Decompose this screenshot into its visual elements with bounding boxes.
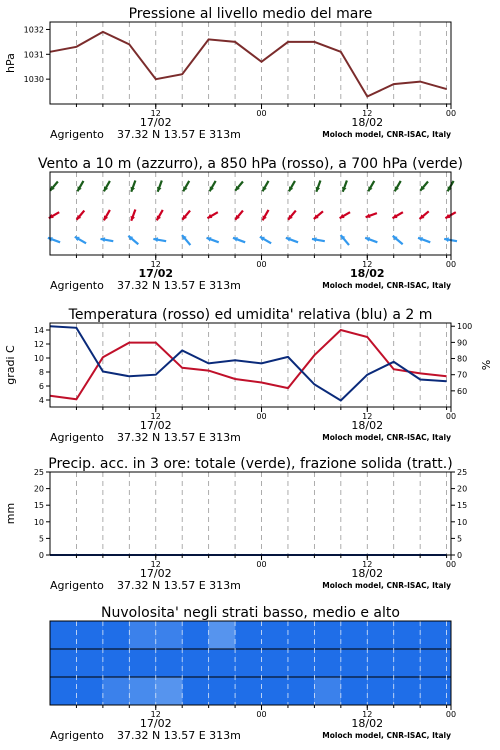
pressure-date-label: 18/02 xyxy=(351,116,384,129)
temperature-panel xyxy=(4,307,493,444)
cloud-cell-basso xyxy=(420,677,446,705)
pressure-tick-label: 00 xyxy=(256,109,267,118)
cloud-cell-medio xyxy=(209,649,235,677)
cloud-cell-medio xyxy=(50,649,76,677)
precip-tick-label: 00 xyxy=(445,560,457,569)
pressure-model-credit: Moloch model, CNR-ISAC, Italy xyxy=(322,130,451,139)
cloud-cell-medio xyxy=(420,649,446,677)
wind-panel xyxy=(38,156,463,292)
cloud-cell-alto xyxy=(182,621,208,649)
temperature-series-line xyxy=(50,326,447,400)
wind-tick-label: 00 xyxy=(445,260,457,269)
precip-location-name: Agrigento xyxy=(50,579,104,592)
wind-location-name: Agrigento xyxy=(50,279,104,292)
pressure-location-name: Agrigento xyxy=(50,128,104,141)
cloud-cell-medio xyxy=(262,649,288,677)
temperature-ytick-label: 4 xyxy=(38,396,44,405)
precip-title: Precip. acc. in 3 ore: totale (verde), frazione solida (tratt.) xyxy=(48,456,453,472)
wind-date-label: 18/02 xyxy=(349,267,385,280)
cloud-cell-basso xyxy=(367,677,393,705)
temperature-ylabel: gradi C xyxy=(4,345,17,385)
cloud-cell-medio xyxy=(235,649,261,677)
cloud-cell-alto xyxy=(341,621,367,649)
cloud-cell-basso xyxy=(182,677,208,705)
precip-ytick-label-right: 15 xyxy=(457,501,468,511)
cloud-cell-alto xyxy=(394,621,420,649)
temperature-location-coords: 37.32 N 13.57 E 313m xyxy=(117,431,241,444)
precip-ytick-label: 5 xyxy=(38,534,44,544)
precip-tick-label: 00 xyxy=(256,560,267,569)
pressure-ytick-label: 1031 xyxy=(23,50,44,60)
cloud-cell-medio xyxy=(182,649,208,677)
pressure-ytick-label: 1030 xyxy=(23,75,44,85)
precip-ytick-label-right: 5 xyxy=(457,534,463,544)
cloud-cell-basso xyxy=(129,677,155,705)
wind-plot-frame xyxy=(50,172,451,255)
wind-tick-label: 12 xyxy=(150,260,161,269)
cloud-cell-basso xyxy=(235,677,261,705)
temperature-ytick-label-right: 60 xyxy=(457,386,468,396)
cloud-cell-basso xyxy=(394,677,420,705)
precip-model-credit: Moloch model, CNR-ISAC, Italy xyxy=(322,581,451,590)
clouds-title: Nuvolosita' negli strati basso, medio e alto xyxy=(101,605,400,621)
pressure-ytick-label: 1032 xyxy=(23,25,44,35)
temperature-ytick-label: 14 xyxy=(33,326,44,335)
precip-ytick-label-right: 20 xyxy=(457,484,468,494)
cloud-cell-medio xyxy=(314,649,340,677)
temperature-ytick-label-right: 80 xyxy=(457,354,468,364)
temperature-location-name: Agrigento xyxy=(50,431,104,444)
cloud-cell-alto xyxy=(420,621,446,649)
precip-ytick-label: 25 xyxy=(33,468,44,477)
cloud-cell-basso xyxy=(50,677,76,705)
cloud-cell-alto xyxy=(288,621,314,649)
temperature-date-label: 17/02 xyxy=(139,419,172,432)
pressure-ylabel: hPa xyxy=(4,53,17,73)
cloud-cell-alto xyxy=(209,621,235,649)
temperature-ytick-label: 10 xyxy=(33,354,44,363)
precip-tick-label: 12 xyxy=(362,560,373,569)
temperature-ytick-label-right: 90 xyxy=(457,338,468,348)
cloud-cell-alto xyxy=(76,621,102,649)
precip-panel xyxy=(4,456,467,592)
cloud-cell-basso xyxy=(209,677,235,705)
precip-ytick-label: 15 xyxy=(33,501,44,511)
cloud-cell-medio xyxy=(288,649,314,677)
clouds-date-label: 17/02 xyxy=(139,717,172,730)
cloud-cell-basso xyxy=(262,677,288,705)
temperature-model-credit: Moloch model, CNR-ISAC, Italy xyxy=(322,433,451,442)
temperature-date-label: 18/02 xyxy=(351,419,384,432)
precip-ytick-label-right: 0 xyxy=(457,551,463,560)
temperature-ytick-label: 6 xyxy=(38,382,44,391)
cloud-cell-alto xyxy=(235,621,261,649)
cloud-cell-basso xyxy=(341,677,367,705)
cloud-cell-alto xyxy=(156,621,182,649)
temperature-ytick-label-right: 100 xyxy=(457,322,473,332)
clouds-model-credit: Moloch model, CNR-ISAC, Italy xyxy=(322,731,451,740)
wind-location-coords: 37.32 N 13.57 E 313m xyxy=(117,279,241,292)
wind-title: Vento a 10 m (azzurro), a 850 hPa (rosso), a 700 hPa (verde) xyxy=(37,156,464,172)
cloud-cell-basso xyxy=(156,677,182,705)
wind-tick-label: 12 xyxy=(362,260,373,269)
cloud-cell-medio xyxy=(103,649,129,677)
clouds-tick-label: 00 xyxy=(445,710,457,719)
temperature-ytick-label: 12 xyxy=(33,340,44,349)
cloud-cell-alto xyxy=(314,621,340,649)
pressure-tick-label: 12 xyxy=(150,109,161,118)
cloud-cell-alto xyxy=(103,621,129,649)
precip-ytick-label: 10 xyxy=(33,517,44,527)
temperature-tick-label: 00 xyxy=(445,412,457,421)
cloud-cell-basso xyxy=(76,677,102,705)
temperature-tick-label: 00 xyxy=(256,412,267,421)
clouds-tick-label: 12 xyxy=(150,710,161,719)
pressure-date-label: 17/02 xyxy=(139,116,172,129)
clouds-tick-label: 12 xyxy=(362,710,373,719)
wind-model-credit: Moloch model, CNR-ISAC, Italy xyxy=(322,281,451,290)
precip-ytick-label: 20 xyxy=(33,484,44,494)
clouds-location-coords: 37.32 N 13.57 E 313m xyxy=(117,729,241,742)
cloud-cell-alto xyxy=(50,621,76,649)
precip-location-coords: 37.32 N 13.57 E 313m xyxy=(117,579,241,592)
temperature-ytick-label-right: 70 xyxy=(457,370,468,380)
pressure-tick-label: 12 xyxy=(362,109,373,118)
cloud-cell-alto xyxy=(367,621,393,649)
pressure-location-coords: 37.32 N 13.57 E 313m xyxy=(117,128,241,141)
cloud-cell-medio xyxy=(367,649,393,677)
cloud-cell-basso xyxy=(447,677,451,705)
cloud-cell-basso xyxy=(314,677,340,705)
pressure-series-line xyxy=(50,32,447,97)
cloud-cell-medio xyxy=(129,649,155,677)
temperature-tick-label: 12 xyxy=(150,412,161,421)
pressure-panel xyxy=(4,6,456,141)
precip-plot-frame xyxy=(50,472,451,555)
precip-date-label: 17/02 xyxy=(139,567,172,580)
precip-tick-label: 12 xyxy=(150,560,161,569)
clouds-panel xyxy=(50,605,456,742)
cloud-cell-alto xyxy=(447,621,451,649)
clouds-date-label: 18/02 xyxy=(351,717,384,730)
cloud-cell-basso xyxy=(288,677,314,705)
cloud-cell-medio xyxy=(76,649,102,677)
temperature-title: Temperatura (rosso) ed umidita' relativa (blu) a 2 m xyxy=(68,307,433,323)
precip-ytick-label-right: 10 xyxy=(457,517,468,527)
temperature-ylabel: % xyxy=(480,359,493,371)
cloud-cell-basso xyxy=(103,677,129,705)
clouds-location-name: Agrigento xyxy=(50,729,104,742)
precip-ylabel: mm xyxy=(4,502,17,525)
temperature-tick-label: 12 xyxy=(362,412,373,421)
cloud-cell-medio xyxy=(447,649,451,677)
wind-tick-label: 00 xyxy=(256,260,267,269)
cloud-cell-alto xyxy=(262,621,288,649)
cloud-cell-medio xyxy=(394,649,420,677)
pressure-tick-label: 00 xyxy=(445,109,457,118)
clouds-tick-label: 00 xyxy=(256,710,267,719)
cloud-cell-medio xyxy=(156,649,182,677)
precip-ytick-label: 0 xyxy=(38,551,44,560)
precip-ytick-label-right: 25 xyxy=(457,468,468,477)
wind-date-label: 17/02 xyxy=(138,267,174,280)
cloud-cell-alto xyxy=(129,621,155,649)
cloud-cell-medio xyxy=(341,649,367,677)
temperature-ytick-label: 8 xyxy=(38,368,44,377)
precip-date-label: 18/02 xyxy=(351,567,384,580)
pressure-title: Pressione al livello medio del mare xyxy=(128,6,373,22)
